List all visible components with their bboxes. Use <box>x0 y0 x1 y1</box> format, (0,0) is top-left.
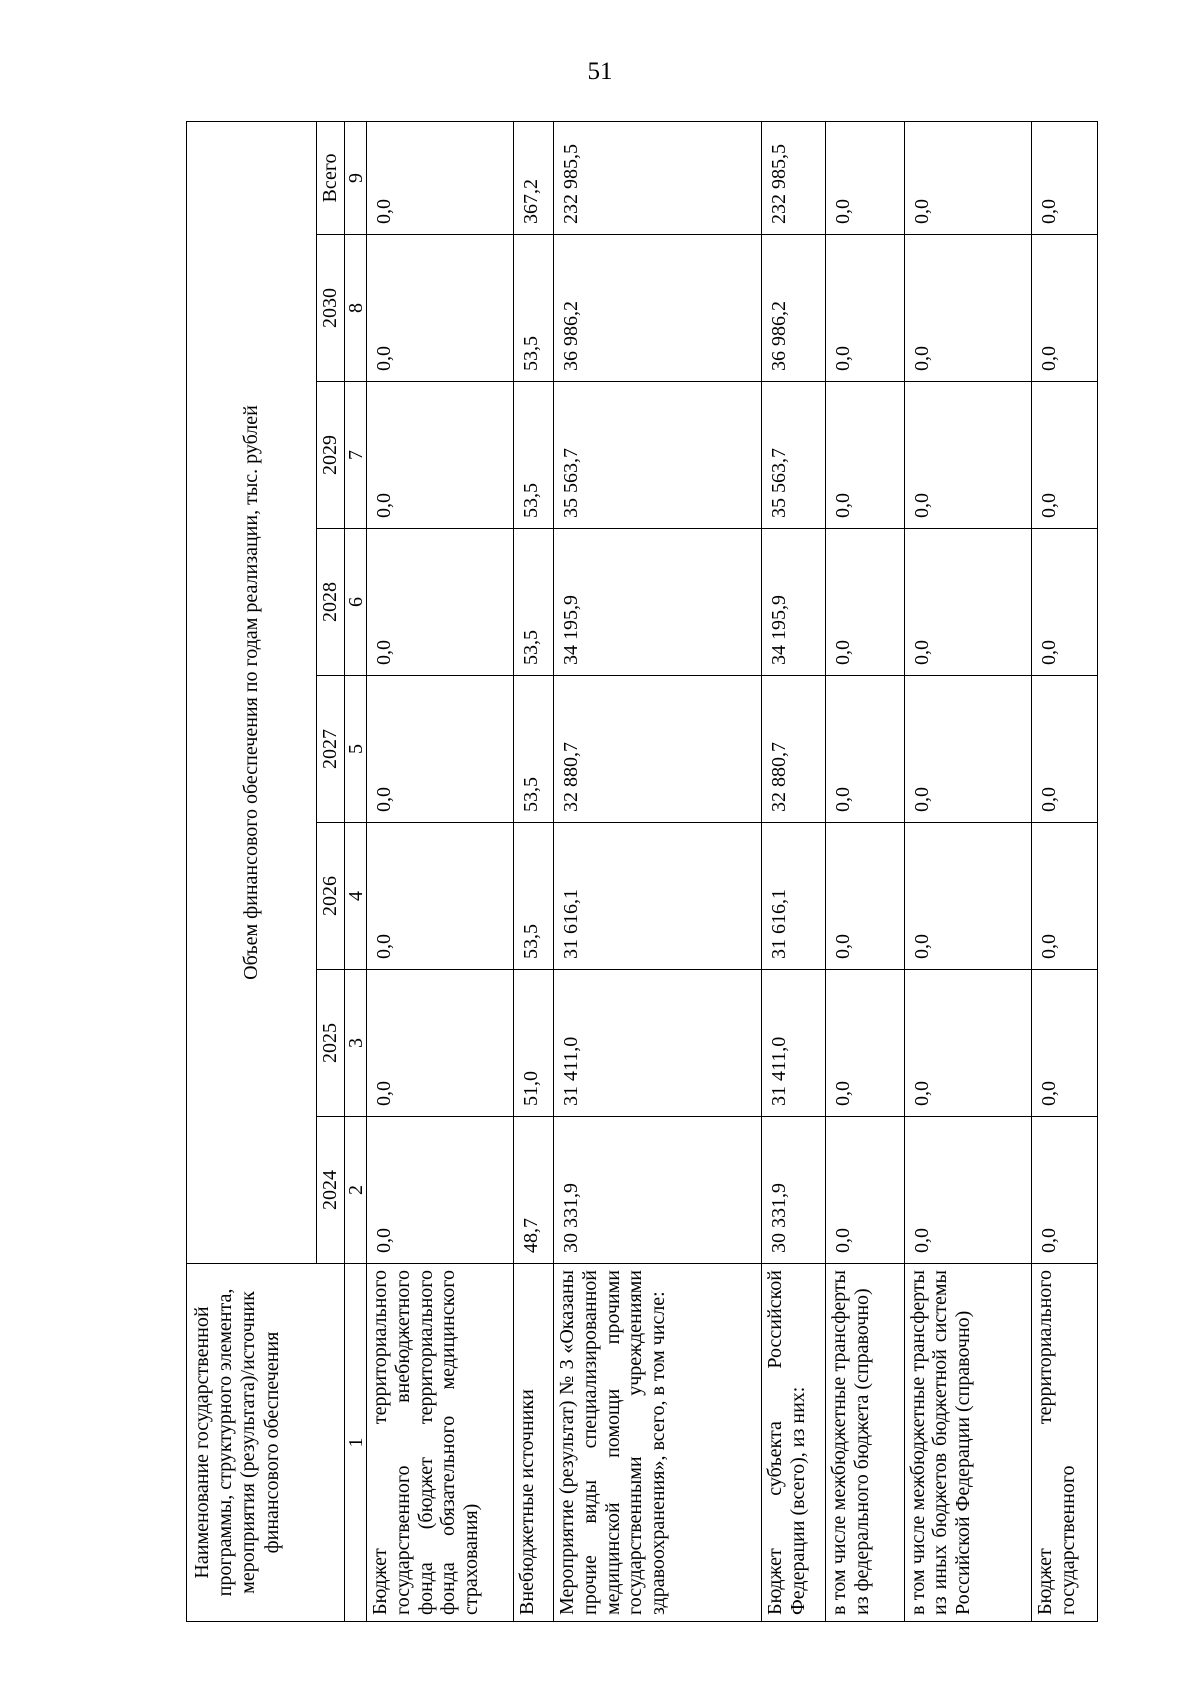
table-row <box>554 121 762 1621</box>
cell-value: 0,0 <box>904 970 1031 1117</box>
cell-value: 31 411,0 <box>554 970 762 1117</box>
cell-value: 232 985,5 <box>554 121 762 234</box>
table-row <box>826 121 905 1621</box>
row-label: Бюджет территориального государственного внебюджетного фонда (бюджет территориального фонда обязательного медицинского страхования) <box>367 1264 514 1622</box>
cell-value: 0,0 <box>367 1117 514 1264</box>
cell-value: 0,0 <box>904 676 1031 823</box>
cell-value: 36 986,2 <box>554 235 762 382</box>
cell-value: 51,0 <box>514 970 554 1117</box>
page-number: 51 <box>587 58 613 85</box>
cell-value: 0,0 <box>826 970 905 1117</box>
cell-value: 0,0 <box>367 823 514 970</box>
cell-value: 53,5 <box>514 676 554 823</box>
table-row <box>762 121 826 1621</box>
cell-value: 53,5 <box>514 529 554 676</box>
row-label: в том числе межбюджетные трансферты из иных бюджетов бюджетной системы Российской Федерации (справочно) <box>904 1264 1031 1622</box>
row-label: Мероприятие (результат) № 3 «Оказаны прочие виды специализированной медицинской помощи прочими государственными учреждениями здравоохранения», всего, в том числе: <box>554 1264 762 1622</box>
column-number: 5 <box>345 676 367 823</box>
row-label: в том числе межбюджетные трансферты из федерального бюджета (справочно) <box>826 1264 905 1622</box>
cell-value: 31 411,0 <box>762 970 826 1117</box>
column-number: 8 <box>345 235 367 382</box>
cell-value: 0,0 <box>826 121 905 234</box>
cell-value: 35 563,7 <box>762 382 826 529</box>
row-label: Бюджет территориального государственного <box>1032 1264 1098 1622</box>
cell-value: 0,0 <box>367 970 514 1117</box>
cell-value: 34 195,9 <box>554 529 762 676</box>
cell-value: 0,0 <box>1032 235 1098 382</box>
financing-volume-header: Объем финансового обеспечения по годам реализации, тыс. рублей <box>187 121 317 1263</box>
column-number: 2 <box>345 1117 367 1264</box>
cell-value: 0,0 <box>1032 823 1098 970</box>
cell-value: 0,0 <box>904 529 1031 676</box>
year-header-2027: 2027 <box>316 676 345 823</box>
cell-value: 0,0 <box>904 121 1031 234</box>
cell-value: 0,0 <box>904 235 1031 382</box>
column-number: 3 <box>345 970 367 1117</box>
financing-table <box>186 121 1098 1622</box>
cell-value: 31 616,1 <box>554 823 762 970</box>
year-header-2024: 2024 <box>316 1117 345 1264</box>
cell-value: 0,0 <box>1032 1117 1098 1264</box>
cell-value: 0,0 <box>367 382 514 529</box>
table-row <box>367 121 514 1621</box>
cell-value: 0,0 <box>826 235 905 382</box>
name-column-header: Наименование государственной программы, структурного элемента, мероприятия (результата)/источник финансового обеспечения <box>187 1264 345 1622</box>
cell-value: 48,7 <box>514 1117 554 1264</box>
cell-value: 30 331,9 <box>554 1117 762 1264</box>
table-row <box>514 121 554 1621</box>
cell-value: 0,0 <box>1032 970 1098 1117</box>
cell-value: 0,0 <box>826 676 905 823</box>
table-row <box>1032 121 1098 1621</box>
cell-value: 53,5 <box>514 823 554 970</box>
year-header-2026: 2026 <box>316 823 345 970</box>
cell-value: 30 331,9 <box>762 1117 826 1264</box>
cell-value: 0,0 <box>826 382 905 529</box>
cell-value: 0,0 <box>1032 121 1098 234</box>
year-header-2028: 2028 <box>316 529 345 676</box>
column-number: 6 <box>345 529 367 676</box>
year-header-2030: 2030 <box>316 235 345 382</box>
cell-value: 0,0 <box>826 529 905 676</box>
cell-value: 32 880,7 <box>762 676 826 823</box>
cell-value: 0,0 <box>367 121 514 234</box>
cell-value: 0,0 <box>904 382 1031 529</box>
cell-value: 0,0 <box>367 676 514 823</box>
cell-value: 32 880,7 <box>554 676 762 823</box>
rotated-table-container <box>186 122 1098 1622</box>
cell-value: 232 985,5 <box>762 121 826 234</box>
cell-value: 367,2 <box>514 121 554 234</box>
cell-value: 0,0 <box>904 1117 1031 1264</box>
year-header-2029: 2029 <box>316 382 345 529</box>
cell-value: 36 986,2 <box>762 235 826 382</box>
cell-value: 34 195,9 <box>762 529 826 676</box>
total-header: Всего <box>316 121 345 234</box>
cell-value: 0,0 <box>367 529 514 676</box>
column-number: 1 <box>345 1264 367 1622</box>
cell-value: 0,0 <box>904 823 1031 970</box>
year-header-2025: 2025 <box>316 970 345 1117</box>
cell-value: 35 563,7 <box>554 382 762 529</box>
cell-value: 0,0 <box>1032 529 1098 676</box>
cell-value: 0,0 <box>367 235 514 382</box>
table-row <box>904 121 1031 1621</box>
cell-value: 31 616,1 <box>762 823 826 970</box>
row-label: Внебюджетные источники <box>514 1264 554 1622</box>
column-number: 7 <box>345 382 367 529</box>
cell-value: 0,0 <box>1032 382 1098 529</box>
column-number: 4 <box>345 823 367 970</box>
cell-value: 0,0 <box>826 823 905 970</box>
cell-value: 53,5 <box>514 235 554 382</box>
cell-value: 0,0 <box>826 1117 905 1264</box>
cell-value: 53,5 <box>514 382 554 529</box>
cell-value: 0,0 <box>1032 676 1098 823</box>
row-label: Бюджет субъекта Российской Федерации (всего), из них: <box>762 1264 826 1622</box>
column-number: 9 <box>345 121 367 234</box>
